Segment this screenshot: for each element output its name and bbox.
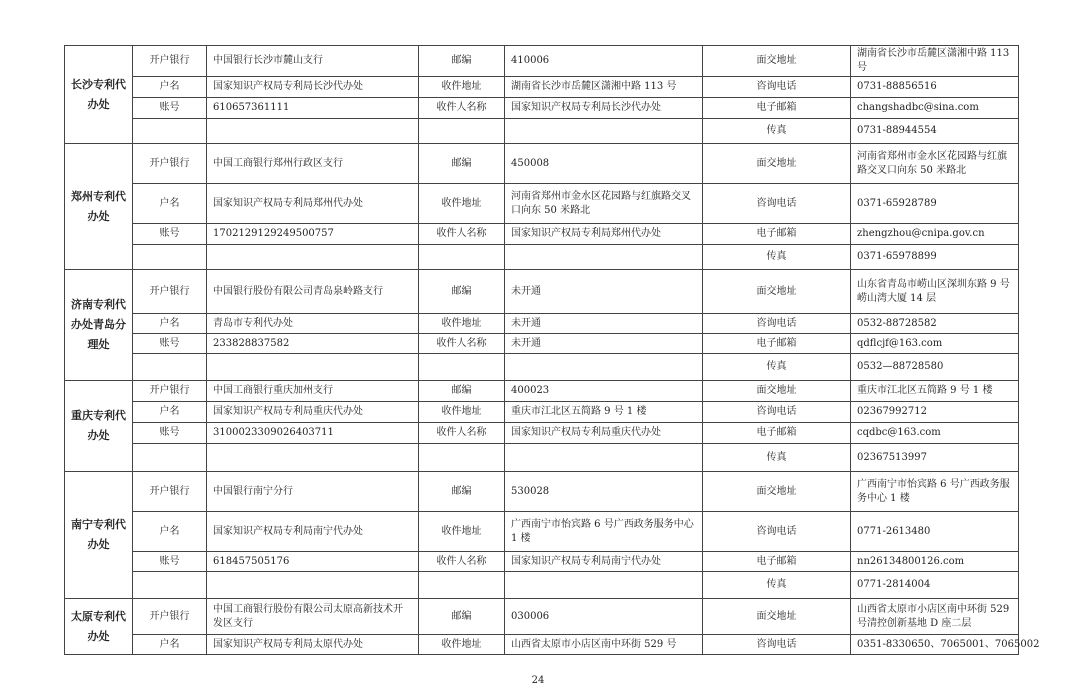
phone-value: 0731-88856516 xyxy=(851,77,1019,98)
receive-address-value: 未开通 xyxy=(505,314,703,334)
label-postcode: 邮编 xyxy=(419,381,505,402)
label-receive-address: 收件地址 xyxy=(419,635,505,655)
empty-cell xyxy=(419,245,505,270)
table-row xyxy=(65,444,1019,472)
label-phone: 咨询电话 xyxy=(703,402,851,423)
account-name-value: 国家知识产权局专利局太原代办处 xyxy=(207,635,419,655)
label-account-name: 户名 xyxy=(133,402,207,423)
label-email: 电子邮箱 xyxy=(703,224,851,245)
table-row xyxy=(65,334,1019,354)
postcode-value: 530028 xyxy=(505,472,703,512)
label-receive-address: 收件地址 xyxy=(419,512,505,552)
email-value: qdflcjf@163.com xyxy=(851,334,1019,354)
bank-value: 中国银行股份有限公司青岛泉岭路支行 xyxy=(207,270,419,314)
label-phone: 咨询电话 xyxy=(703,635,851,655)
label-recipient: 收件人名称 xyxy=(419,98,505,119)
fax-value: 0771-2814004 xyxy=(851,572,1019,599)
postcode-value: 030006 xyxy=(505,599,703,635)
phone-value: 02367992712 xyxy=(851,402,1019,423)
table-row xyxy=(65,184,1019,224)
account-no-value: 618457505176 xyxy=(207,552,419,572)
label-bank: 开户银行 xyxy=(133,144,207,184)
label-postcode: 邮编 xyxy=(419,46,505,77)
postcode-value: 450008 xyxy=(505,144,703,184)
postcode-value: 410006 xyxy=(505,46,703,77)
account-name-value: 青岛市专利代办处 xyxy=(207,314,419,334)
label-account-no: 账号 xyxy=(133,552,207,572)
label-recipient: 收件人名称 xyxy=(419,423,505,444)
label-deliver-address: 面交地址 xyxy=(703,381,851,402)
label-account-no: 账号 xyxy=(133,423,207,444)
table-row xyxy=(65,270,1019,314)
empty-cell xyxy=(419,119,505,144)
label-account-no: 账号 xyxy=(133,224,207,245)
label-account-name: 户名 xyxy=(133,314,207,334)
label-deliver-address: 面交地址 xyxy=(703,599,851,635)
label-deliver-address: 面交地址 xyxy=(703,46,851,77)
email-value: changshadbc@sina.com xyxy=(851,98,1019,119)
empty-cell xyxy=(133,572,207,599)
label-email: 电子邮箱 xyxy=(703,98,851,119)
account-no-value: 3100023309026403711 xyxy=(207,423,419,444)
empty-cell xyxy=(207,119,419,144)
label-account-no: 账号 xyxy=(133,334,207,354)
empty-cell xyxy=(419,444,505,472)
empty-cell xyxy=(207,354,419,381)
recipient-value: 未开通 xyxy=(505,334,703,354)
fax-value: 0532—88728580 xyxy=(851,354,1019,381)
account-no-value: 610657361111 xyxy=(207,98,419,119)
label-receive-address: 收件地址 xyxy=(419,184,505,224)
bank-value: 中国工商银行股份有限公司太原高新技术开发区支行 xyxy=(207,599,419,635)
table-row xyxy=(65,144,1019,184)
table-row xyxy=(65,314,1019,334)
label-bank: 开户银行 xyxy=(133,381,207,402)
empty-cell xyxy=(133,354,207,381)
table-row xyxy=(65,402,1019,423)
table-row xyxy=(65,599,1019,635)
label-phone: 咨询电话 xyxy=(703,77,851,98)
label-account-name: 户名 xyxy=(133,512,207,552)
deliver-address-value: 河南省郑州市金水区花园路与红旗路交叉口向东 50 米路北 xyxy=(851,144,1019,184)
label-email: 电子邮箱 xyxy=(703,552,851,572)
recipient-value: 国家知识产权局专利局长沙代办处 xyxy=(505,98,703,119)
table-row xyxy=(65,46,1019,77)
label-phone: 咨询电话 xyxy=(703,314,851,334)
label-fax: 传真 xyxy=(703,245,851,270)
empty-cell xyxy=(133,444,207,472)
receive-address-value: 广西南宁市怡宾路 6 号广西政务服务中心 1 楼 xyxy=(505,512,703,552)
table-row xyxy=(65,381,1019,402)
empty-cell xyxy=(207,245,419,270)
office-name: 济南专利代办处青岛分理处 xyxy=(65,270,133,381)
table-row xyxy=(65,552,1019,572)
label-phone: 咨询电话 xyxy=(703,512,851,552)
deliver-address-value: 广西南宁市怡宾路 6 号广西政务服务中心 1 楼 xyxy=(851,472,1019,512)
label-deliver-address: 面交地址 xyxy=(703,270,851,314)
deliver-address-value: 湖南省长沙市岳麓区潇湘中路 113 号 xyxy=(851,46,1019,77)
empty-cell xyxy=(207,444,419,472)
label-postcode: 邮编 xyxy=(419,270,505,314)
office-name: 长沙专利代办处 xyxy=(65,46,133,144)
postcode-value: 400023 xyxy=(505,381,703,402)
email-value: nn26134800126.com xyxy=(851,552,1019,572)
email-value: cqdbc@163.com xyxy=(851,423,1019,444)
empty-cell xyxy=(505,444,703,472)
label-deliver-address: 面交地址 xyxy=(703,472,851,512)
label-fax: 传真 xyxy=(703,119,851,144)
recipient-value: 国家知识产权局专利局南宁代办处 xyxy=(505,552,703,572)
table-row xyxy=(65,224,1019,245)
office-name: 南宁专利代办处 xyxy=(65,472,133,599)
table-row xyxy=(65,512,1019,552)
recipient-value: 国家知识产权局专利局郑州代办处 xyxy=(505,224,703,245)
label-email: 电子邮箱 xyxy=(703,334,851,354)
empty-cell xyxy=(133,119,207,144)
label-fax: 传真 xyxy=(703,354,851,381)
receive-address-value: 重庆市江北区五简路 9 号 1 楼 xyxy=(505,402,703,423)
label-receive-address: 收件地址 xyxy=(419,77,505,98)
label-fax: 传真 xyxy=(703,572,851,599)
receive-address-value: 湖南省长沙市岳麓区潇湘中路 113 号 xyxy=(505,77,703,98)
label-bank: 开户银行 xyxy=(133,472,207,512)
empty-cell xyxy=(505,245,703,270)
postcode-value: 未开通 xyxy=(505,270,703,314)
email-value: zhengzhou@cnipa.gov.cn xyxy=(851,224,1019,245)
empty-cell xyxy=(419,572,505,599)
label-account-name: 户名 xyxy=(133,184,207,224)
label-postcode: 邮编 xyxy=(419,599,505,635)
table-row xyxy=(65,98,1019,119)
fax-value: 0371-65978899 xyxy=(851,245,1019,270)
table-row xyxy=(65,635,1019,655)
label-fax: 传真 xyxy=(703,444,851,472)
bank-value: 中国工商银行重庆加州支行 xyxy=(207,381,419,402)
empty-cell xyxy=(419,354,505,381)
receive-address-value: 河南省郑州市金水区花园路与红旗路交叉口向东 50 米路北 xyxy=(505,184,703,224)
table-row xyxy=(65,77,1019,98)
agency-info-table xyxy=(64,45,1040,655)
account-no-value: 1702129129249500757 xyxy=(207,224,419,245)
phone-value: 0771-2613480 xyxy=(851,512,1019,552)
label-receive-address: 收件地址 xyxy=(419,314,505,334)
empty-cell xyxy=(505,119,703,144)
label-account-name: 户名 xyxy=(133,635,207,655)
empty-cell xyxy=(505,572,703,599)
office-name: 太原专利代办处 xyxy=(65,599,133,655)
fax-value: 0731-88944554 xyxy=(851,119,1019,144)
label-account-name: 户名 xyxy=(133,77,207,98)
label-postcode: 邮编 xyxy=(419,472,505,512)
label-phone: 咨询电话 xyxy=(703,184,851,224)
recipient-value: 国家知识产权局专利局重庆代办处 xyxy=(505,423,703,444)
table-row xyxy=(65,472,1019,512)
account-name-value: 国家知识产权局专利局郑州代办处 xyxy=(207,184,419,224)
account-name-value: 国家知识产权局专利局重庆代办处 xyxy=(207,402,419,423)
label-postcode: 邮编 xyxy=(419,144,505,184)
account-no-value: 233828837582 xyxy=(207,334,419,354)
label-recipient: 收件人名称 xyxy=(419,334,505,354)
label-account-no: 账号 xyxy=(133,98,207,119)
label-email: 电子邮箱 xyxy=(703,423,851,444)
label-bank: 开户银行 xyxy=(133,46,207,77)
empty-cell xyxy=(207,572,419,599)
office-name: 重庆专利代办处 xyxy=(65,381,133,472)
office-name: 郑州专利代办处 xyxy=(65,144,133,270)
label-recipient: 收件人名称 xyxy=(419,552,505,572)
account-name-value: 国家知识产权局专利局长沙代办处 xyxy=(207,77,419,98)
label-receive-address: 收件地址 xyxy=(419,402,505,423)
bank-value: 中国银行长沙市麓山支行 xyxy=(207,46,419,77)
phone-value: 0371-65928789 xyxy=(851,184,1019,224)
table-row xyxy=(65,423,1019,444)
receive-address-value: 山西省太原市小店区南中环街 529 号 xyxy=(505,635,703,655)
phone-value: 0351-8330650、7065001、7065002 xyxy=(851,635,1019,655)
label-deliver-address: 面交地址 xyxy=(703,144,851,184)
fax-value: 02367513997 xyxy=(851,444,1019,472)
label-bank: 开户银行 xyxy=(133,270,207,314)
label-bank: 开户银行 xyxy=(133,599,207,635)
bank-value: 中国银行南宁分行 xyxy=(207,472,419,512)
empty-cell xyxy=(133,245,207,270)
bank-value: 中国工商银行郑州行政区支行 xyxy=(207,144,419,184)
page-number: 24 xyxy=(531,675,545,686)
account-name-value: 国家知识产权局专利局南宁代办处 xyxy=(207,512,419,552)
table-row xyxy=(65,119,1019,144)
table-row xyxy=(65,245,1019,270)
label-recipient: 收件人名称 xyxy=(419,224,505,245)
phone-value: 0532-88728582 xyxy=(851,314,1019,334)
table-row xyxy=(65,572,1019,599)
deliver-address-value: 山东省青岛市崂山区深圳东路 9 号崂山湾大厦 14 层 xyxy=(851,270,1019,314)
table-row xyxy=(65,354,1019,381)
empty-cell xyxy=(505,354,703,381)
deliver-address-value: 山西省太原市小店区南中环街 529 号清控创新基地 D 座二层 xyxy=(851,599,1019,635)
deliver-address-value: 重庆市江北区五简路 9 号 1 楼 xyxy=(851,381,1019,402)
